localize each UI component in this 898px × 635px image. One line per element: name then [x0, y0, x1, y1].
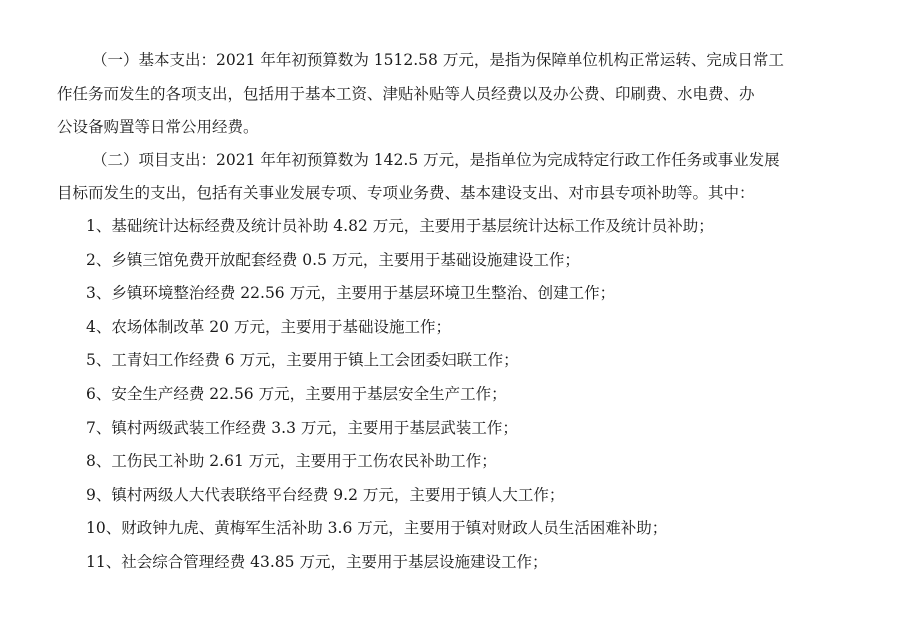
list-item: 11、社会综合管理经费 43.85 万元，主要用于基层设施建设工作； — [86, 553, 548, 571]
paragraph-line: 目标而发生的支出，包括有关事业发展专项、专项业务费、基本建设支出、对市县专项补助等。其中： — [57, 184, 755, 202]
list-item: 7、镇村两级武装工作经费 3.3 万元，主要用于基层武装工作； — [86, 419, 518, 437]
list-item: 2、乡镇三馆免费开放配套经费 0.5 万元，主要用于基础设施建设工作； — [86, 251, 580, 269]
list-item: 5、工青妇工作经费 6 万元，主要用于镇上工会团委妇联工作； — [86, 351, 519, 369]
list-item: 1、基础统计达标经费及统计员补助 4.82 万元，主要用于基层统计达标工作及统计员补助； — [86, 217, 714, 235]
list-item: 6、安全生产经费 22.56 万元，主要用于基层安全生产工作； — [86, 385, 507, 403]
list-item: 9、镇村两级人大代表联络平台经费 9.2 万元，主要用于镇人大工作； — [86, 486, 565, 504]
paragraph-line: （一）基本支出：2021 年年初预算数为 1512.58 万元，是指为保障单位机构正常运转、完成日常工 — [92, 51, 784, 69]
paragraph-line: （二）项目支出：2021 年年初预算数为 142.5 万元，是指单位为完成特定行政工作任务或事业发展 — [92, 151, 780, 169]
paragraph-line: 作任务而发生的各项支出，包括用于基本工资、津贴补贴等人员经费以及办公费、印刷费、水电费、办 — [57, 85, 755, 103]
paragraph-line: 公设备购置等日常公用经费。 — [57, 118, 259, 136]
list-item: 8、工伤民工补助 2.61 万元，主要用于工伤农民补助工作； — [86, 452, 497, 470]
list-item: 10、财政钟九虎、黄梅军生活补助 3.6 万元，主要用于镇对财政人员生活困难补助； — [86, 519, 668, 537]
list-item: 3、乡镇环境整治经费 22.56 万元，主要用于基层环境卫生整治、创建工作； — [86, 284, 616, 302]
list-item: 4、农场体制改革 20 万元，主要用于基础设施工作； — [86, 318, 451, 336]
